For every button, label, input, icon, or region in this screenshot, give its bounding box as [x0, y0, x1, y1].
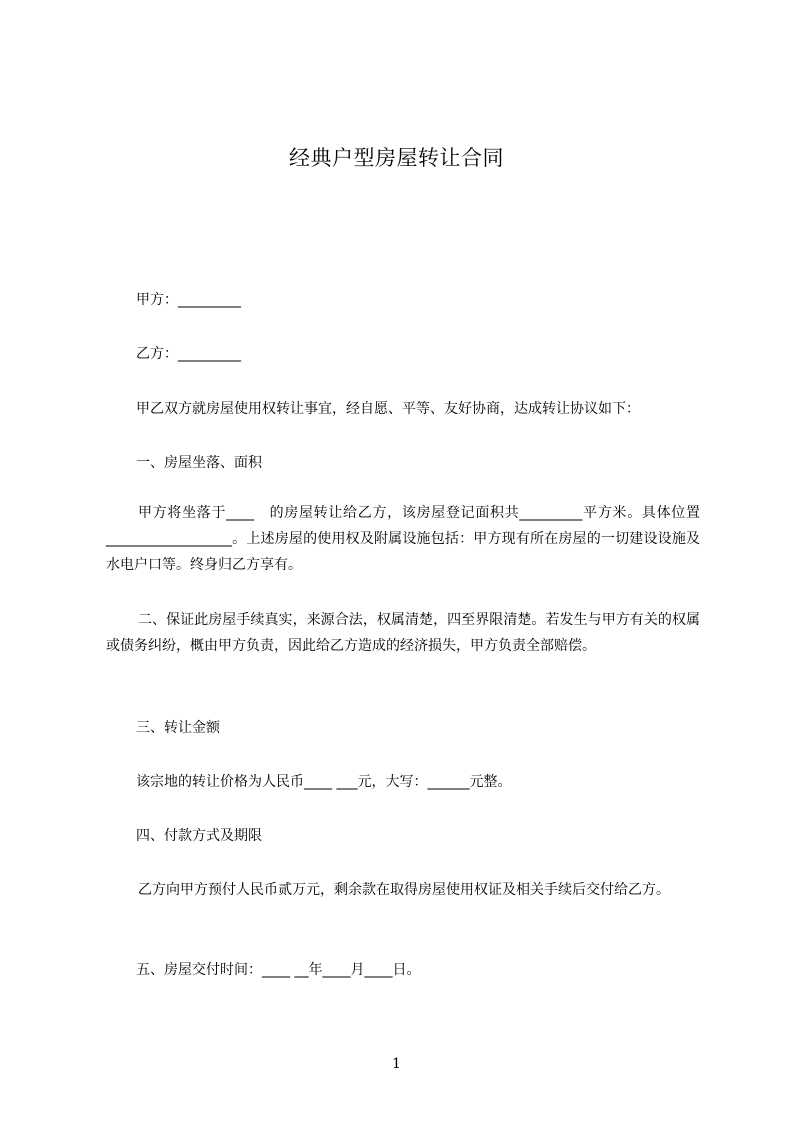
- party-a-line: 甲方：_________: [136, 292, 241, 308]
- intro-paragraph: 甲乙双方就房屋使用权转让事宜，经自愿、平等、友好协商，达成转让协议如下：: [136, 401, 640, 417]
- document-title: 经典户型房屋转让合同: [289, 146, 504, 170]
- section1-heading: 一、房屋坐落、面积: [136, 455, 262, 471]
- section3-heading: 三、转让金额: [136, 720, 220, 736]
- page-number: 1: [392, 1056, 401, 1072]
- party-b-line: 乙方：_________: [136, 346, 241, 362]
- section1-body: 甲方将坐落于____ 的房屋转让给乙方，该房屋登记面积共_________平方米。具体位置__________________。上述房屋的使用权及附属设施包括：甲方现有所在房屋的一切建设设施及水电户口等。终身归乙方享有。: [106, 505, 700, 573]
- section3-body: 该宗地的转让价格为人民币____ ___元，大写：______元整。: [136, 774, 512, 790]
- section2-body: 二、保证此房屋手续真实，来源合法，权属清楚，四至界限清楚。若发生与甲方有关的权属或债务纠纷，概由甲方负责，因此给乙方造成的经济损失，甲方负责全部赔偿。: [106, 612, 700, 654]
- section4-body: 乙方向甲方预付人民币贰万元，剩余款在取得房屋使用权证及相关手续后交付给乙方。: [138, 882, 670, 898]
- section5-line: 五、房屋交付时间：____ __年____月____日。: [136, 962, 421, 978]
- section4-heading: 四、付款方式及期限: [136, 828, 262, 844]
